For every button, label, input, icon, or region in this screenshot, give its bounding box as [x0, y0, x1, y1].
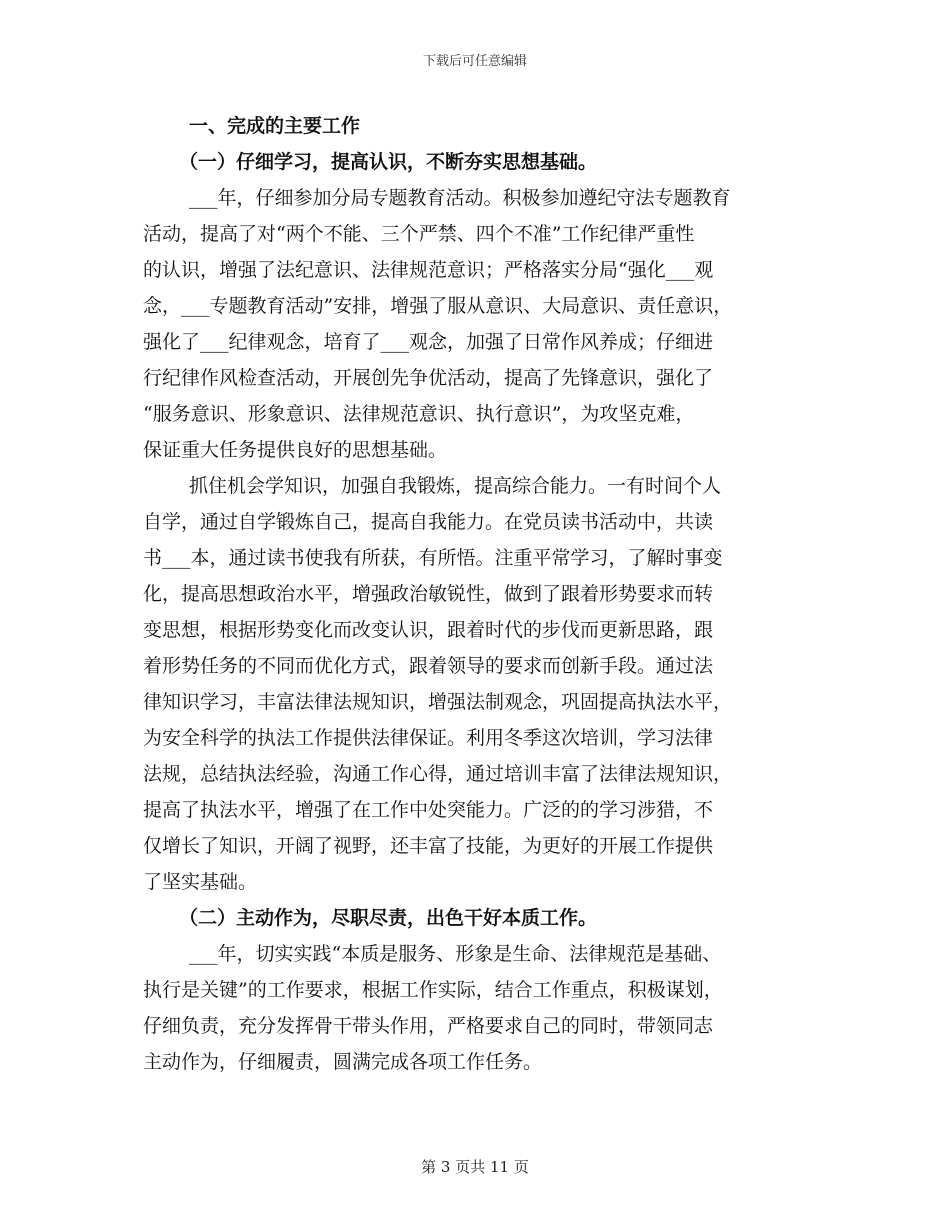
paragraph-study [143, 180, 823, 468]
text-line: 化，提高思想政治水平，增强政治敏锐性，做到了跟着形势要求而转 [143, 583, 714, 605]
text-line: 执行是关键”的工作要求，根据工作实际，结合工作重点，积极谋划， [143, 979, 723, 1001]
section-heading: 一、完成的主要工作 [189, 115, 361, 137]
text-line: “服务意识、形象意识、法律规范意识、执行意识”，为攻坚克难， [143, 403, 695, 425]
paragraph-knowledge [143, 468, 823, 900]
text-line: 变思想，根据形势变化而改变认识，跟着时代的步伐而更新思路，跟 [143, 619, 714, 641]
page-header: 下载后可任意编辑 [422, 54, 527, 69]
text-line: ___年，切实实践“本质是服务、形象是生命、法律规范是基础、 [189, 943, 722, 965]
paragraph-duty [143, 936, 823, 1080]
text-line: 活动，提高了对“两个不能、三个严禁、四个不准”工作纪律严重性 [143, 223, 695, 245]
document-body [143, 108, 823, 1080]
text-line: 着形势任务的不同而优化方式，跟着领导的要求而创新手段。通过法 [143, 655, 714, 677]
text-line: 提高了执法水平，增强了在工作中处突能力。广泛的的学习涉猎，不 [143, 799, 714, 821]
text-line: 念，___专题教育活动”安排，增强了服从意识、大局意识、责任意识， [143, 295, 733, 317]
text-line: 自学，通过自学锻炼自己，提高自我能力。在党员读书活动中，共读 [143, 511, 714, 533]
text-line: 律知识学习，丰富法律法规知识，增强法制观念，巩固提高执法水平， [143, 691, 733, 713]
text-line: 行纪律作风检查活动，开展创先争优活动，提高了先锋意识，强化了 [143, 367, 714, 389]
page-number: 第 3 页共 11 页 [421, 1158, 529, 1176]
text-line: 抓住机会学知识，加强自我锻炼，提高综合能力。一有时间个人 [189, 475, 722, 497]
text-line: 法规，总结执法经验，沟通工作心得，通过培训丰富了法律法规知识， [143, 763, 733, 785]
text-line: 强化了___纪律观念，培育了___观念，加强了日常作风养成；仔细进 [143, 331, 714, 353]
subsection-heading-2: （二）主动作为，尽职尽责，出色干好本质工作。 [179, 907, 598, 929]
text-line: 保证重大任务提供良好的思想基础。 [143, 439, 448, 461]
text-line: 为安全科学的执法工作提供法律保证。利用冬季这次培训，学习法律 [143, 727, 714, 749]
text-line: 主动作为，仔细履责，圆满完成各项工作任务。 [143, 1051, 543, 1073]
subsection-heading-1: （一）仔细学习，提高认识，不断夯实思想基础。 [179, 151, 598, 173]
text-line: 仔细负责，充分发挥骨干带头作用，严格要求自己的同时，带领同志 [143, 1015, 714, 1037]
text-line: 了坚实基础。 [143, 871, 258, 893]
text-line: ___年，仔细参加分局专题教育活动。积极参加遵纪守法专题教育 [189, 187, 731, 209]
text-line: 仅增长了知识，开阔了视野，还丰富了技能，为更好的开展工作提供 [143, 835, 714, 857]
text-line: 书___本，通过读书使我有所获，有所悟。注重平常学习，了解时事变 [143, 547, 723, 569]
text-line: 的认识，增强了法纪意识、法律规范意识；严格落实分局“强化___观 [143, 259, 714, 281]
